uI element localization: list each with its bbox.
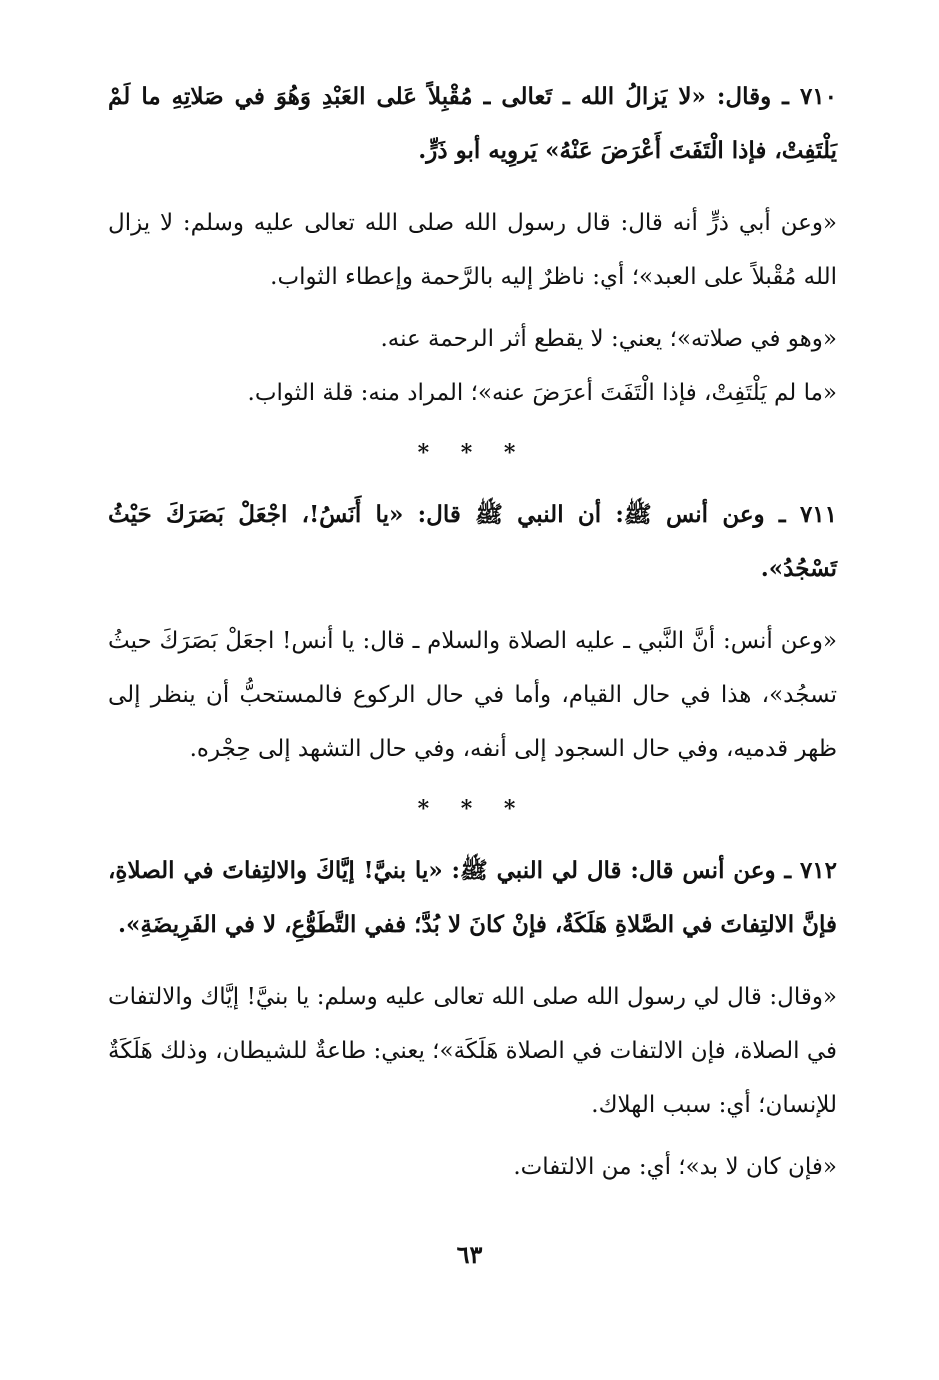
section-separator-2: * * * <box>417 796 528 822</box>
hadith-710-commentary-1: «وعن أبي ذرٍّ أنه قال: قال رسول الله صلى الله تعالى عليه وسلم: لا يزال الله مُقْبلاً على العبد»؛ أي: ناظرٌ إليه بالرَّحمة وإعطاء الثواب. <box>108 210 837 290</box>
hadith-712-commentary-2: «فإن كان لا بد»؛ أي: من الالتفات. <box>513 1154 837 1180</box>
hadith-710-commentary-2: «وهو في صلاته»؛ يعني: لا يقطع أثر الرحمة عنه. <box>380 326 837 352</box>
hadith-711-commentary-1: «وعن أنس: أنَّ النَّبي ـ عليه الصلاة والسلام ـ قال: يا أنس! اجعَلْ بَصَرَكَ حيثُ تسجُد»، هذا في حال القيام، وأما في حال الركوع فالمستحبُّ أن ينظر إلى ظهر قدميه، وفي حال السجود إلى أنفه، وفي حال التشهد إلى حِجْره. <box>108 628 837 762</box>
hadith-710-text: ٧١٠ ـ وقال: «لا يَزالُ الله ـ تَعالى ـ مُقْبِلاً عَلى العَبْدِ وَهُوَ في صَلاتِهِ ما لَمْ يَلْتَفِتْ، فإذا الْتَفَتَ أَعْرَضَ عَنْهُ» يَروِيه أبو ذَرٍّ. <box>108 83 837 164</box>
hadith-712-text: ٧١٢ ـ وعن أنس قال: قال لي النبي ﷺ: «يا بنيَّ! إيَّاكَ والالتِفاتَ في الصلاةِ، فإنَّ الالتِفاتَ في الصَّلاةِ هَلَكَةٌ، فإنْ كانَ لا بُدَّ؛ ففي التَّطَوُّعِ، لا في الفَرِيضَةِ». <box>108 857 837 938</box>
hadith-712-commentary-1: «وقال: قال لي رسول الله صلى الله تعالى عليه وسلم: يا بنيَّ! إيَّاك والالتفات في الصلاة، فإن الالتفات في الصلاة هَلَكَة»؛ يعني: طاعةٌ للشيطان، وذلك هَلَكَةٌ للإنسان؛ أي: سبب الهلاك. <box>108 984 837 1118</box>
hadith-710-commentary-3: «ما لم يَلْتَفِتْ، فإذا الْتَفَتَ أعرَضَ عنه»؛ المراد منه: قلة الثواب. <box>247 380 837 406</box>
hadith-711-text: ٧١١ ـ وعن أنس ﷺ: أن النبي ﷺ قال: «يا أَنَسُ!، اجْعَلْ بَصَرَكَ حَيْثُ تَسْجُدُ». <box>108 501 837 582</box>
section-separator-1: * * * <box>417 440 528 466</box>
page-number: ٦٣ <box>456 1240 483 1269</box>
